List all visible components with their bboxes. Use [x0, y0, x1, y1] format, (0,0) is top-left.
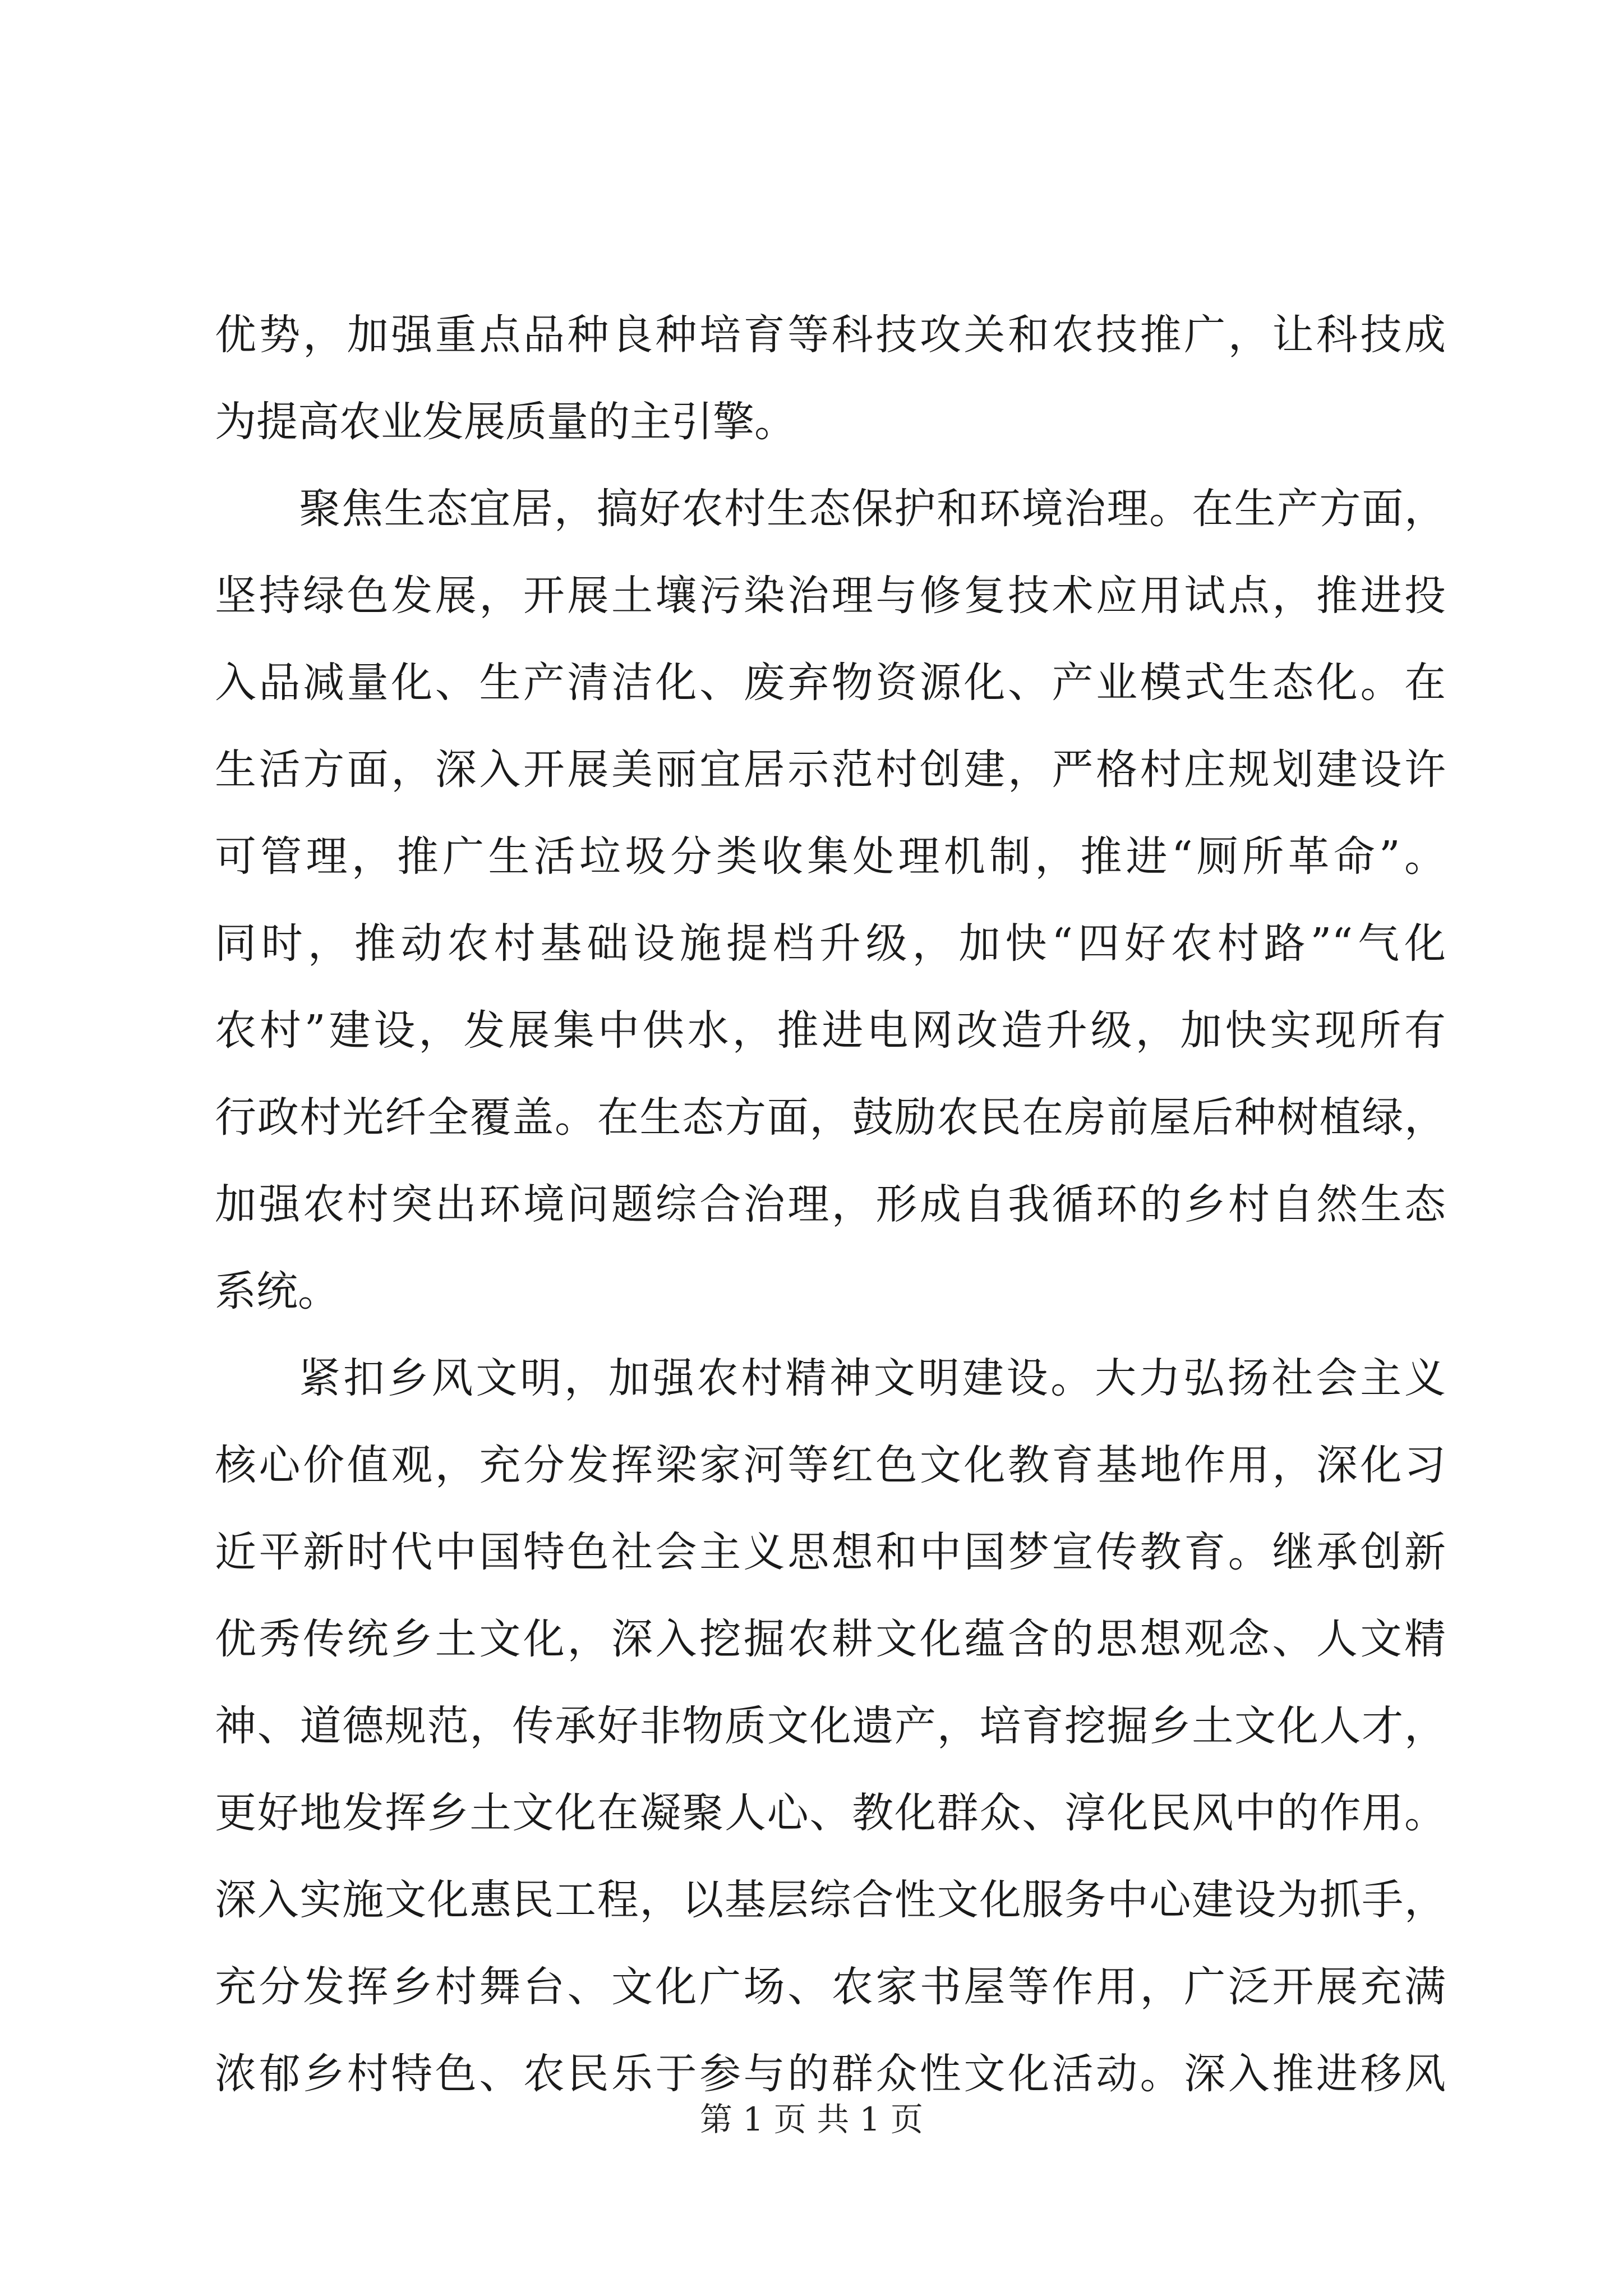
text-line: 深入实施文化惠民工程，以基层综合性文化服务中心建设为抓手，: [215, 1876, 1446, 1924]
text-line: 为提高农业发展质量的主引擎。: [215, 398, 796, 446]
text-line: 近平新时代中国特色社会主义思想和中国梦宣传教育。继承创新: [215, 1528, 1446, 1576]
text-line: 优势，加强重点品种良种培育等科技攻关和农技推广，让科技成: [215, 311, 1446, 359]
text-line: 行政村光纤全覆盖。在生态方面，鼓励农民在房前屋后种树植绿，: [215, 1093, 1446, 1142]
text-line: 聚焦生态宜居，搞好农村生态保护和环境治理。在生产方面，: [299, 485, 1446, 533]
text-line: 充分发挥乡村舞台、文化广场、农家书屋等作用，广泛开展充满: [215, 1963, 1446, 2011]
text-line: 系统。: [215, 1267, 339, 1315]
document-body: [215, 292, 1446, 2118]
paragraph: [215, 466, 1446, 1335]
text-line: 加强农村突出环境问题综合治理，形成自我循环的乡村自然生态: [215, 1180, 1446, 1228]
text-line: 生活方面，深入开展美丽宜居示范村创建，严格村庄规划建设许: [215, 746, 1446, 794]
text-line: 紧扣乡风文明，加强农村精神文明建设。大力弘扬社会主义: [299, 1354, 1446, 1402]
text-line: 浓郁乡村特色、农民乐于参与的群众性文化活动。深入推进移风: [215, 2050, 1446, 2098]
text-line: 坚持绿色发展，开展土壤污染治理与修复技术应用试点，推进投: [215, 572, 1446, 620]
text-line: 同时，推动农村基础设施提档升级，加快“四好农村路”“气化: [215, 919, 1446, 968]
text-line: 可管理，推广生活垃圾分类收集处理机制，推进“厕所革命”。: [215, 832, 1446, 881]
page-footer: 第 1 页 共 1 页: [700, 2100, 923, 2138]
text-line: 优秀传统乡土文化，深入挖掘农耕文化蕴含的思想观念、人文精: [215, 1615, 1446, 1663]
text-line: 农村”建设，发展集中供水，推进电网改造升级，加快实现所有: [215, 1006, 1446, 1055]
paragraph: [215, 292, 1446, 466]
text-line: 核心价值观，充分发挥梁家河等红色文化教育基地作用，深化习: [215, 1441, 1446, 1489]
text-line: 更好地发挥乡土文化在凝聚人心、教化群众、淳化民风中的作用。: [215, 1789, 1446, 1837]
text-line: 入品减量化、生产清洁化、废弃物资源化、产业模式生态化。在: [215, 659, 1446, 707]
paragraph: [215, 1335, 1446, 2118]
text-line: 神、道德规范，传承好非物质文化遗产，培育挖掘乡土文化人才，: [215, 1702, 1446, 1750]
